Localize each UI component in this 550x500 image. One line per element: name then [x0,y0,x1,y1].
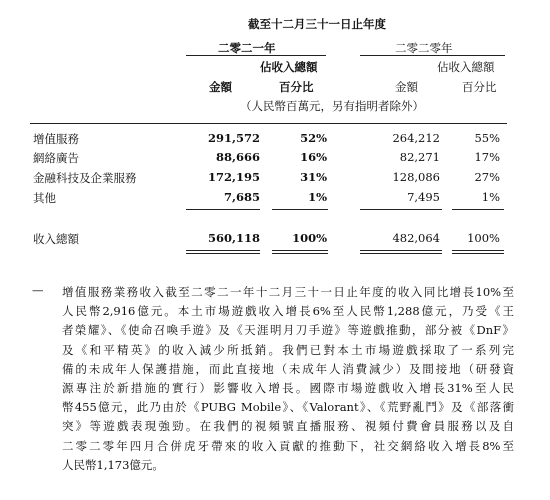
row-percent-2021: 1% [308,190,327,204]
row-amount-2021: 88,666 [215,150,260,164]
total-rule [360,253,442,254]
paragraph-line: 源專注於新措施的實行）影響收入增長。國際市場遊戲收入增長31%至人民 [62,381,514,396]
amount-2021-header: 金額 [209,80,232,94]
subtotal-rule [272,209,328,210]
row-amount-2020: 264,212 [392,131,440,145]
paragraph-line: 突》等遊戲表現強勁。在我們的視頻號直播服務、視頻付費會員服務以及自 [62,419,514,434]
row-percent-2021: 31% [300,170,327,184]
row-amount-2021: 172,195 [207,170,260,184]
table-top-rule [30,123,507,124]
row-label: 網絡廣告 [33,151,79,165]
paragraph-line: 增值服務業務收入截至二零二一年十二月三十一日止年度的收入同比增長10%至 [62,285,514,299]
row-label: 增值服務 [33,132,79,146]
total-label: 收入總額 [33,232,79,246]
pct-total-2021-header: 佔收入總額 [260,60,318,74]
year-2021-header: 二零二一年 [218,41,276,55]
total-percent-2020: 100% [467,231,500,245]
pct-total-2020-header: 佔收入總額 [437,60,495,74]
row-label: 其他 [33,191,56,205]
paragraph-line: 人民幣2,916億元。本土市場遊戲收入增長6%至人民幣1,288億元，乃受《王 [62,304,514,319]
year-2021-underline [186,55,326,56]
year-2020-underline [360,55,505,56]
row-amount-2020: 128,086 [392,170,440,184]
total-rule [452,253,504,254]
period-header: 截至十二月三十一日止年度 [248,17,386,31]
total-amount-2020: 482,064 [392,231,440,245]
bullet-dash: — [32,283,44,297]
paragraph-line: 及《和平精英》的收入減少所抵銷。我們已對本土市場遊戲採取了一系列完 [62,342,514,357]
percent-2020-header: 百分比 [462,80,497,94]
paragraph-line: 二零二零年四月合併虎牙帶來的收入貢獻的推動下，社交網絡收入增長8%至 [62,438,514,453]
row-percent-2021: 52% [300,131,327,145]
amount-2020-header: 金額 [395,80,418,94]
paragraph-line: 幣455億元，此乃由於《PUBG Mobile》、《Valorant》、《荒野亂鬥》及《部落衝 [62,400,514,415]
total-rule [452,250,504,251]
row-percent-2020: 1% [481,190,500,204]
row-percent-2020: 17% [474,150,500,164]
paragraph-line: 備的未成年人保護措施，而此直接地（未成年人消費減少）及間接地（研發資 [62,361,514,376]
subtotal-rule [452,209,504,210]
row-amount-2021: 7,685 [223,190,260,204]
vas-commentary-paragraph [62,283,514,475]
paragraph-line: 者榮耀》、《使命召喚手遊》及《天涯明月刀手遊》等遊戲推動，部分被《DnF》 [62,323,514,338]
row-amount-2020: 7,495 [407,190,440,204]
total-rule [272,253,328,254]
row-percent-2020: 27% [474,170,500,184]
subtotal-rule [186,209,260,210]
total-rule [186,250,260,251]
paragraph-line: 人民幣1,173億元。 [62,457,164,472]
subtotal-rule [360,209,442,210]
total-rule [186,253,260,254]
row-amount-2020: 82,271 [399,150,440,164]
row-percent-2021: 16% [300,150,327,164]
percent-2021-header: 百分比 [279,80,314,94]
total-rule [272,250,328,251]
unit-note: （人民幣百萬元，另有指明者除外） [240,99,424,113]
total-amount-2021: 560,118 [207,231,260,245]
total-percent-2021: 100% [292,231,327,245]
row-label: 金融科技及企業服務 [33,171,137,185]
row-amount-2021: 291,572 [207,131,260,145]
row-percent-2020: 55% [474,131,500,145]
year-2020-header: 二零二零年 [395,41,453,55]
total-rule [360,250,442,251]
